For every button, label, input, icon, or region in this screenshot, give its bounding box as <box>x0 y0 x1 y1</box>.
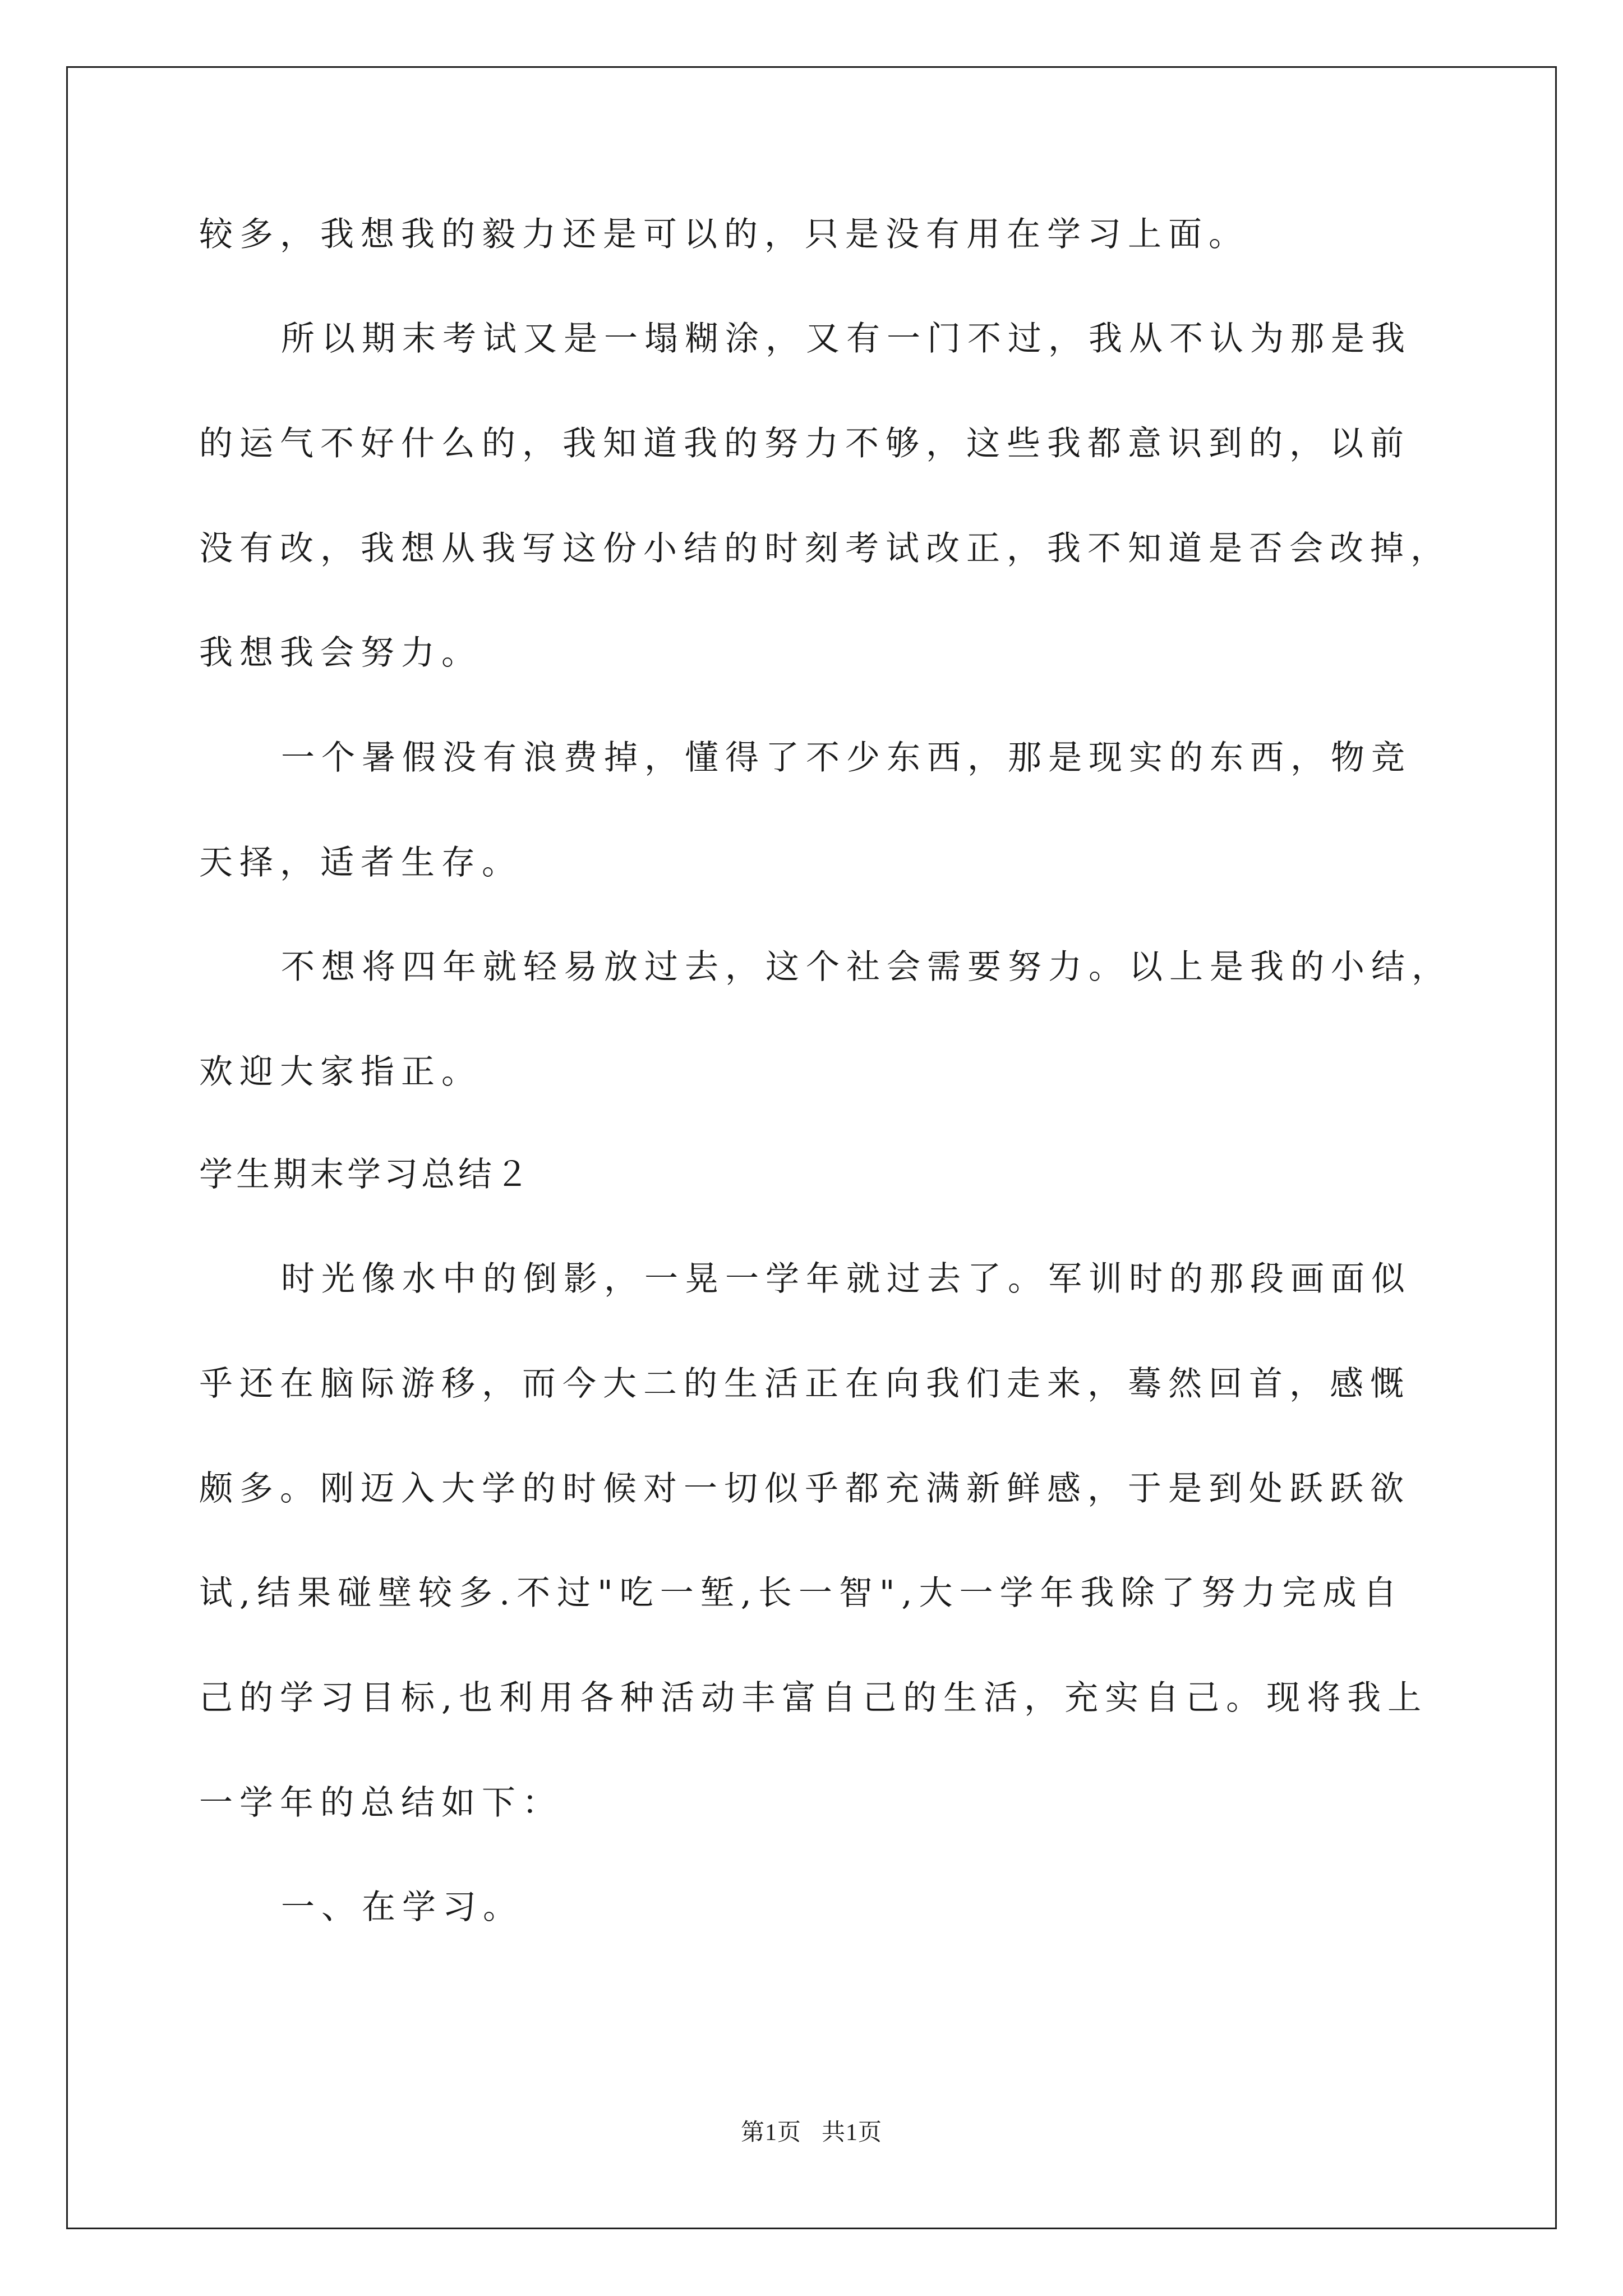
text-line: 欢迎大家指正。 <box>199 1052 482 1092</box>
text-line: 一学年的总结如下： <box>199 1783 562 1823</box>
section-heading: 学生期末学习总结２ <box>199 1155 532 1194</box>
paragraph-first-line: 时光像水中的倒影，一晃一学年就过去了。军训时的那段画面似 <box>281 1259 1412 1299</box>
paragraph-first-line: 不想将四年就轻易放过去，这个社会需要努力。以上是我的小结， <box>281 947 1452 987</box>
text-line: 己的学习目标,也利用各种活动丰富自己的生活，充实自己。现将我上 <box>199 1678 1428 1718</box>
text-line: 较多，我想我的毅力还是可以的，只是没有用在学习上面。 <box>199 215 1249 254</box>
text-line: 颇多。刚迈入大学的时候对一切似乎都充满新鲜感，于是到处跃跃欲 <box>199 1469 1410 1508</box>
text-line: 我想我会努力。 <box>199 633 482 673</box>
text-line: 的运气不好什么的，我知道我的努力不够，这些我都意识到的，以前 <box>199 424 1410 463</box>
list-item: 一、在学习。 <box>281 1888 523 1927</box>
text-line: 天择，适者生存。 <box>199 843 522 882</box>
paragraph-first-line: 一个暑假没有浪费掉，懂得了不少东西，那是现实的东西，物竞 <box>281 738 1412 777</box>
page-number-total: 共1页 <box>822 2120 883 2146</box>
text-line: 试,结果碰壁较多.不过"吃一堑,长一智",大一学年我除了努力完成自 <box>199 1573 1404 1613</box>
text-line: 没有改，我想从我写这份小结的时刻考试改正，我不知道是否会改掉， <box>199 529 1451 568</box>
page-footer <box>0 2114 1623 2147</box>
paragraph-first-line: 所以期末考试又是一塌糊涂，又有一门不过，我从不认为那是我 <box>281 319 1412 358</box>
text-line: 乎还在脑际游移，而今大二的生活正在向我们走来，蓦然回首，感慨 <box>199 1364 1410 1404</box>
page-number-current: 第1页 <box>740 2120 801 2146</box>
